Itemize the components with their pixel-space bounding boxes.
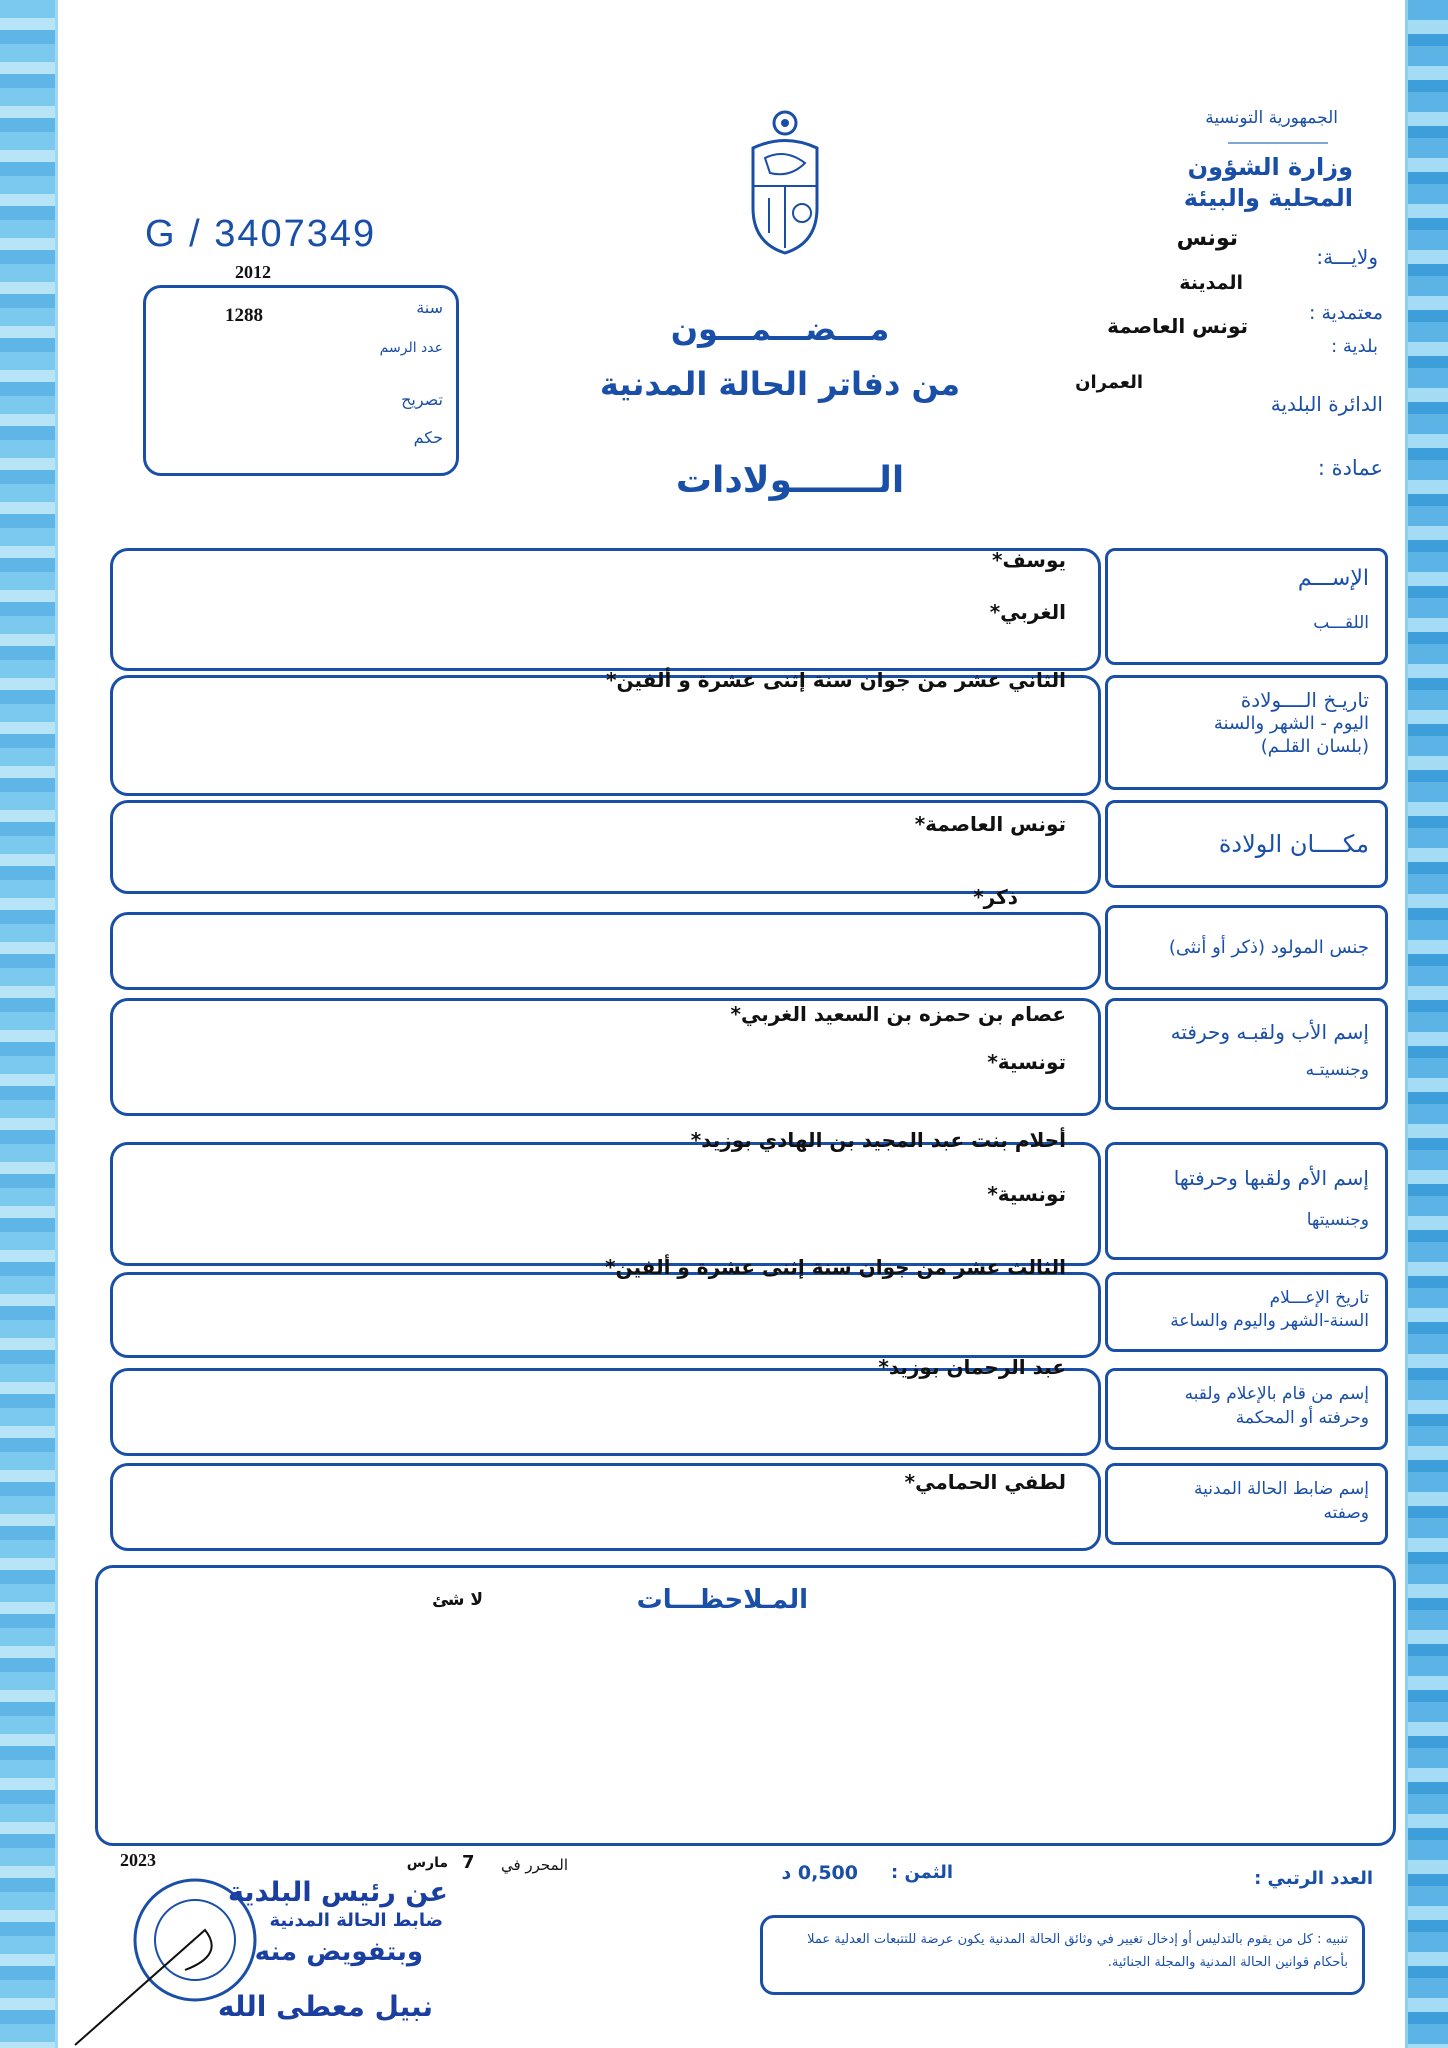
judgment-label: حكم [413,428,443,447]
birth-place-label: مكــــان الولادة [1105,800,1388,888]
serial-number: G / 3407349 [145,213,377,255]
gender-value: ذكر* [973,885,1018,909]
mother-nationality-label: وجنسيتها [1306,1210,1369,1230]
signature-line2: ضابط الحالة المدنية [269,1910,443,1931]
birth-date-label-box [1105,675,1388,790]
birth-date-sublabel: اليوم - الشهر والسنة [1213,713,1369,734]
gender-label: جنس المولود (ذكر أو أنثى) [1105,905,1388,990]
declaration-date-label: تاريخ الإعـــلام [1269,1288,1369,1308]
price-value: 0,500 د [781,1862,858,1884]
republic-label: الجمهورية التونسية [1205,108,1338,128]
ministry-label: وزارة الشؤون المحلية والبيئة [1183,153,1353,213]
municipality-value: تونس العاصمة [1107,314,1248,338]
decorative-border-left [0,0,58,2048]
birth-date-label: تاريـخ الــــولادة [1240,688,1369,712]
header-divider [1228,142,1328,144]
birth-date-note: (بلسان القلـم) [1260,735,1369,757]
name-label-box [1105,548,1388,665]
legal-notice: تنبيه : كل من يقوم بالتدليس أو إدخال تغيير في وثائق الحالة المدنية يكون عرضة للتتبعات العدلية عملا بأحكام قوانين الحالة المدنية والمجلة الجنائية. [760,1915,1365,1995]
district-label: الدائرة البلدية [1270,392,1383,416]
imada-label: عمادة : [1317,456,1383,480]
price-label: الثمن : [890,1862,953,1883]
date-month: مارس [406,1855,448,1871]
officer-value: لطفي الحمامي* [904,1470,1066,1494]
mother-label: إسم الأم ولقبها وحرفتها [1173,1166,1369,1190]
declaration-date-value-box [110,1272,1101,1358]
mother-label-box [1105,1142,1388,1260]
remarks-label: المـلاحظـــات [636,1585,808,1615]
surname-label: اللقـــب [1313,613,1369,634]
registry-box [143,285,459,476]
title-line2: من دفاتر الحالة المدنية [599,365,961,403]
father-label-box [1105,998,1388,1110]
governorate-label: ولايـــة: [1316,245,1378,269]
name-value-box [110,548,1101,671]
declarant-label: إسم من قام بالإعلام ولقبه [1184,1384,1369,1404]
governorate-value: تونس [1176,226,1238,251]
gender-value-box [110,912,1101,990]
officer-sublabel: وصفته [1323,1502,1369,1523]
officer-label-box [1105,1463,1388,1545]
date-year: 2023 [120,1850,156,1870]
declarant-label-box [1105,1368,1388,1450]
name-label: الإســـم [1297,566,1369,591]
signature-line1: عن رئيس البلدية [228,1877,448,1908]
surname-value: الغربي* [989,600,1066,624]
father-value: عصام بن حمزه بن السعيد الغربي* [730,1002,1066,1026]
first-name-value: يوسف* [992,548,1066,572]
year-value: 2012 [235,262,271,282]
officer-label: إسم ضابط الحالة المدنية [1194,1479,1369,1499]
district-value: العمران [1075,372,1143,393]
mother-value: أحلام بنت عبد المجيد بن الهادي بوزيد* [690,1128,1066,1152]
delegation-value: المدينة [1179,272,1243,294]
title-line1: مـــضـــمـــون [670,310,890,348]
record-value: 1288 [225,305,263,326]
declarant-value-box [110,1368,1101,1456]
signature-line3: وبتفويض منه [254,1937,423,1967]
birth-date-value-box [110,675,1101,796]
record-label: عدد الرسم [379,340,443,356]
serial-label: العدد الرتبي : [1254,1868,1373,1889]
birth-place-value: تونس العاصمة* [914,812,1066,836]
delegation-label: معتمدية : [1309,302,1383,324]
coat-of-arms-icon [745,108,825,258]
father-label: إسم الأب ولقبـه وحرفته [1170,1020,1369,1044]
section-title: الـــــــولادات [675,460,905,501]
birth-date-value: الثاني عشر من جوان سنة إثنى عشرة و ألفين* [606,668,1066,692]
remarks-value: لا شئ [432,1590,483,1610]
declarant-value: عبد الرحمان بوزيد* [878,1355,1066,1379]
date-label: المحرر في [500,1856,568,1874]
declaration-date-sublabel: السنة-الشهر واليوم والساعة [1170,1310,1369,1331]
father-nationality-label: وجنسيتـه [1305,1060,1369,1080]
signature-name: نبيل معطى الله [217,1990,433,2023]
declaration-date-label-box [1105,1272,1388,1352]
declaration-date-value: الثالث عشر من جوان سنة إثنى عشرة و ألفين* [605,1255,1066,1279]
mother-nationality-value: تونسية* [987,1182,1066,1206]
father-nationality-value: تونسية* [987,1050,1066,1074]
municipality-label: بلدية : [1331,336,1378,357]
decorative-border-right [1405,0,1448,2048]
date-day: 7 [462,1852,475,1873]
mother-value-box [110,1142,1101,1266]
year-label: سنة [416,298,443,317]
declarant-sublabel: وحرفته أو المحكمة [1235,1407,1369,1428]
declaration-label: تصريح [401,390,443,409]
